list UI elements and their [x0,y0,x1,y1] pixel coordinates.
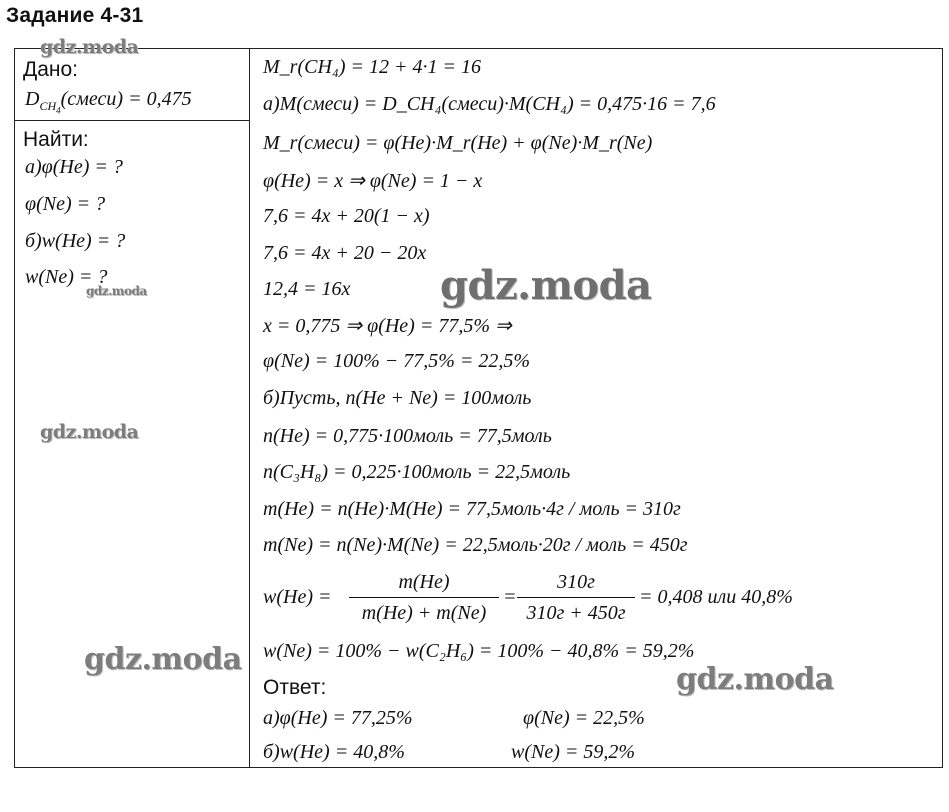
solution-line: 7,6 = 4x + 20 − 20x [263,242,427,264]
fraction-2-bar [517,597,635,598]
fraction-1-denominator: m(He) + m(Ne) [361,602,487,624]
watermark: gdz.moda [40,36,139,58]
watermark: gdz.moda [440,262,652,309]
answer-header: Ответ: [263,676,327,699]
fraction-2 [517,571,635,625]
watermark: gdz.moda [86,284,147,298]
solution-line: 12,4 = 16x [263,278,351,300]
solution-line: M_r(CH₄) = 12 + 4·1 = 16 [263,56,481,78]
given-d-sub: CH [39,99,57,113]
given-header: Дано: [23,58,79,81]
solution-line: а)M(смеси) = D_CH₄(смеси)·M(CH₄) = 0,475·16 = 7,6 [263,93,716,115]
fraction-eq: = [503,586,517,608]
fraction-2-numerator: 310г [557,571,595,593]
solution-line: w(Ne) = 100% − w(C₂H₆) = 100% − 40,8% = 59,2% [263,640,695,662]
find-item: φ(Ne) = ? [25,193,106,215]
given-d-label: D [25,88,40,110]
solution-line: 7,6 = 4x + 20(1 − x) [263,205,430,227]
solution-line: m(Ne) = n(Ne)·M(Ne) = 22,5моль·20г / моль = 450г [263,534,688,556]
answer-item: б)w(He) = 40,8% [263,741,405,763]
find-item: б)w(He) = ? [25,230,126,252]
answer-item: а)φ(He) = 77,25% [263,707,413,729]
find-item: w(Ne) = ? [25,266,108,288]
answer-item: φ(Ne) = 22,5% [523,707,645,729]
fraction-rhs: = 0,408 или 40,8% [639,586,793,608]
solution-line: φ(Ne) = 100% − 77,5% = 22,5% [263,350,531,372]
page-title: Задание 4-31 [6,4,144,27]
solution-line: M_r(смеси) = φ(He)·M_r(He) + φ(Ne)·M_r(Ne) [263,132,653,154]
watermark: gdz.moda [676,662,834,697]
solution-line: m(He) = n(He)·M(He) = 77,5моль·4г / моль = 310г [263,498,681,520]
watermark: gdz.moda [40,421,139,443]
watermark: gdz.moda [84,642,242,677]
solution-line: n(He) = 0,775·100моль = 77,5моль [263,425,552,447]
row-divider [15,120,249,121]
solution-line: б)Пусть, n(He + Ne) = 100моль [263,387,532,409]
find-header: Найти: [23,128,89,151]
given-d-rest: (смеси) = 0,475 [60,88,192,110]
solution-line: x = 0,775 ⇒ φ(He) = 77,5% ⇒ [263,315,512,337]
fraction-2-denominator: 310г + 450г [526,602,626,624]
fraction-1-bar [349,597,499,598]
fraction-1-numerator: m(He) [398,571,450,593]
solution-line: n(C₃H₈) = 0,225·100моль = 22,5моль [263,461,571,483]
solution-line: φ(He) = x ⇒ φ(Ne) = 1 − x [263,170,483,192]
column-divider [249,49,250,767]
answer-item: w(Ne) = 59,2% [511,741,636,763]
find-item: а)φ(He) = ? [25,156,123,178]
given-d-sub4: 4 [56,105,61,116]
given-expression [25,89,192,115]
fraction-1 [349,571,499,625]
fraction-lhs: w(He) = [263,586,332,608]
